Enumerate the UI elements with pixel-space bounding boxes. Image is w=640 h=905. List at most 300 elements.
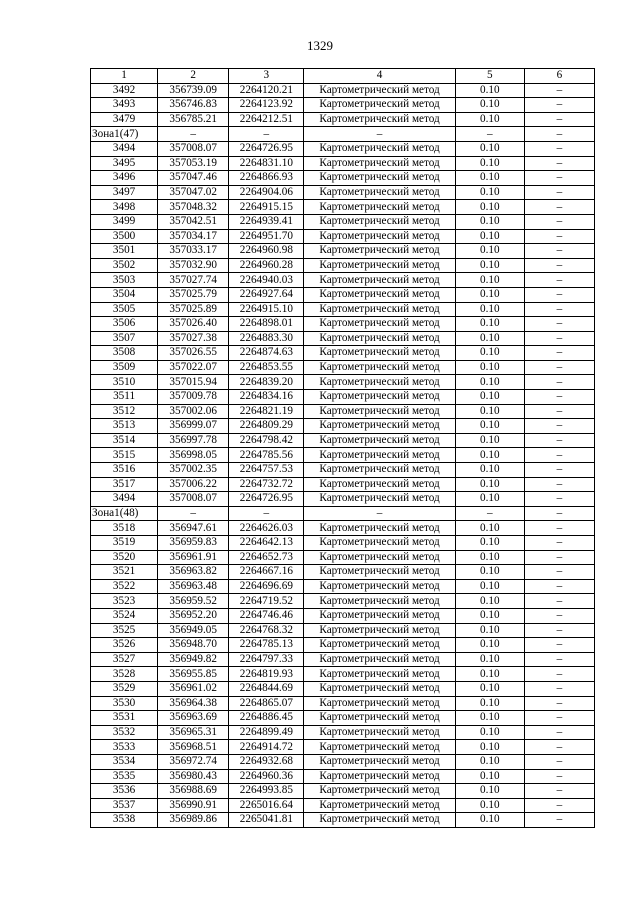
x-coordinate-cell: 357026.55 [158,346,229,361]
x-coordinate-cell: 356988.69 [158,784,229,799]
method-cell: Картометрический метод [304,448,455,463]
table-row [91,798,595,813]
y-coordinate-cell: 2264927.64 [229,287,304,302]
note-cell: – [524,784,594,799]
accuracy-cell: 0.10 [455,112,524,127]
note-cell: – [524,258,594,273]
y-coordinate-cell: 2264960.36 [229,769,304,784]
table-row [91,463,595,478]
column-header: 6 [524,69,594,84]
note-cell: – [524,273,594,288]
note-cell: – [524,244,594,259]
y-coordinate-cell: 2264797.33 [229,652,304,667]
point-number-cell: 3520 [91,550,158,565]
method-cell: Картометрический метод [304,696,455,711]
y-coordinate-cell: 2264785.56 [229,448,304,463]
note-cell: – [524,360,594,375]
note-cell: – [524,229,594,244]
method-cell: Картометрический метод [304,769,455,784]
accuracy-cell: 0.10 [455,725,524,740]
accuracy-cell: 0.10 [455,404,524,419]
y-coordinate-cell: 2264940.03 [229,273,304,288]
method-cell: Картометрический метод [304,346,455,361]
y-coordinate-cell: 2264939.41 [229,214,304,229]
method-cell: Картометрический метод [304,550,455,565]
table-row [91,229,595,244]
x-coordinate-cell: 356961.91 [158,550,229,565]
table-row [91,681,595,696]
accuracy-cell: 0.10 [455,667,524,682]
x-coordinate-cell: 356947.61 [158,521,229,536]
x-coordinate-cell: 357027.74 [158,273,229,288]
note-cell: – [524,565,594,580]
note-cell: – [524,404,594,419]
accuracy-cell: 0.10 [455,579,524,594]
accuracy-cell: 0.10 [455,200,524,215]
y-coordinate-cell: 2264768.32 [229,623,304,638]
point-number-cell: 3506 [91,317,158,332]
method-cell: – [304,127,455,142]
note-cell: – [524,302,594,317]
point-number-cell: 3538 [91,813,158,828]
point-number-cell: 3502 [91,258,158,273]
y-coordinate-cell: 2264746.46 [229,608,304,623]
accuracy-cell: – [455,127,524,142]
point-number-cell: 3535 [91,769,158,784]
x-coordinate-cell: 356980.43 [158,769,229,784]
point-number-cell: 3537 [91,798,158,813]
x-coordinate-cell: 356961.02 [158,681,229,696]
point-number-cell: 3500 [91,229,158,244]
note-cell: – [524,725,594,740]
table-row [91,813,595,828]
x-coordinate-cell: 356959.52 [158,594,229,609]
x-coordinate-cell: 357025.89 [158,302,229,317]
x-coordinate-cell: 357025.79 [158,287,229,302]
point-number-cell: 3492 [91,83,158,98]
x-coordinate-cell: 357048.32 [158,200,229,215]
table-row [91,711,595,726]
method-cell: Картометрический метод [304,623,455,638]
accuracy-cell: 0.10 [455,258,524,273]
table-row [91,287,595,302]
point-number-cell: 3493 [91,98,158,113]
table-row [91,156,595,171]
note-cell: – [524,477,594,492]
point-number-cell: 3508 [91,346,158,361]
accuracy-cell: 0.10 [455,98,524,113]
note-cell: – [524,390,594,405]
method-cell: Картометрический метод [304,98,455,113]
point-number-cell: 3512 [91,404,158,419]
y-coordinate-cell: 2264819.93 [229,667,304,682]
table-row [91,492,595,507]
table-row [91,696,595,711]
point-number-cell: 3526 [91,638,158,653]
method-cell: Картометрический метод [304,112,455,127]
method-cell: Картометрический метод [304,171,455,186]
y-coordinate-cell: 2264785.13 [229,638,304,653]
method-cell: Картометрический метод [304,156,455,171]
table-header-row [91,69,595,84]
coordinates-table [90,68,595,828]
point-number-cell: 3523 [91,594,158,609]
method-cell: Картометрический метод [304,273,455,288]
accuracy-cell: 0.10 [455,448,524,463]
y-coordinate-cell: 2264212.51 [229,112,304,127]
x-coordinate-cell: 357047.46 [158,171,229,186]
point-number-cell: 3522 [91,579,158,594]
accuracy-cell: 0.10 [455,492,524,507]
x-coordinate-cell: 357034.17 [158,229,229,244]
method-cell: Картометрический метод [304,229,455,244]
table-row [91,608,595,623]
table-row [91,521,595,536]
table-row [91,112,595,127]
y-coordinate-cell: 2264719.52 [229,594,304,609]
note-cell: – [524,638,594,653]
table-row [91,375,595,390]
x-coordinate-cell: 357002.06 [158,404,229,419]
table-row [91,273,595,288]
point-number-cell: 3533 [91,740,158,755]
y-coordinate-cell: 2264865.07 [229,696,304,711]
point-number-cell: 3495 [91,156,158,171]
note-cell: – [524,550,594,565]
accuracy-cell: 0.10 [455,229,524,244]
method-cell: Картометрический метод [304,419,455,434]
accuracy-cell: 0.10 [455,565,524,580]
y-coordinate-cell: 2264866.93 [229,171,304,186]
note-cell: – [524,740,594,755]
x-coordinate-cell: 357032.90 [158,258,229,273]
accuracy-cell: 0.10 [455,346,524,361]
table-row [91,448,595,463]
method-cell: Картометрический метод [304,638,455,653]
method-cell: Картометрический метод [304,681,455,696]
accuracy-cell: 0.10 [455,244,524,259]
method-cell: Картометрический метод [304,798,455,813]
x-coordinate-cell: 357022.07 [158,360,229,375]
y-coordinate-cell: 2264839.20 [229,375,304,390]
method-cell: Картометрический метод [304,608,455,623]
method-cell: Картометрический метод [304,331,455,346]
note-cell: – [524,112,594,127]
note-cell: – [524,813,594,828]
accuracy-cell: 0.10 [455,83,524,98]
accuracy-cell: 0.10 [455,608,524,623]
table-row [91,550,595,565]
y-coordinate-cell: 2264993.85 [229,784,304,799]
table-row [91,214,595,229]
y-coordinate-cell: 2264886.45 [229,711,304,726]
point-number-cell: 3479 [91,112,158,127]
table-row [91,725,595,740]
accuracy-cell: 0.10 [455,302,524,317]
point-number-cell: 3496 [91,171,158,186]
x-coordinate-cell: 357053.19 [158,156,229,171]
table-row [91,171,595,186]
y-coordinate-cell: 2264960.28 [229,258,304,273]
accuracy-cell: 0.10 [455,594,524,609]
accuracy-cell: 0.10 [455,769,524,784]
x-coordinate-cell: 357047.02 [158,185,229,200]
table-row [91,740,595,755]
y-coordinate-cell: 2264899.49 [229,725,304,740]
note-cell: – [524,769,594,784]
point-number-cell: 3531 [91,711,158,726]
point-number-cell: 3525 [91,623,158,638]
point-number-cell: 3536 [91,784,158,799]
note-cell: – [524,492,594,507]
zone-header-row [91,506,595,521]
point-number-cell: 3534 [91,754,158,769]
method-cell: Картометрический метод [304,492,455,507]
accuracy-cell: 0.10 [455,287,524,302]
note-cell: – [524,171,594,186]
accuracy-cell: 0.10 [455,740,524,755]
accuracy-cell: – [455,506,524,521]
table-row [91,419,595,434]
point-number-cell: 3511 [91,390,158,405]
y-coordinate-cell: 2264798.42 [229,433,304,448]
x-coordinate-cell: 356972.74 [158,754,229,769]
method-cell: Картометрический метод [304,740,455,755]
y-coordinate-cell: 2264960.98 [229,244,304,259]
x-coordinate-cell: 357026.40 [158,317,229,332]
table-row [91,594,595,609]
table-row [91,652,595,667]
note-cell: – [524,200,594,215]
note-cell: – [524,521,594,536]
method-cell: Картометрический метод [304,579,455,594]
accuracy-cell: 0.10 [455,156,524,171]
point-number-cell: 3494 [91,492,158,507]
y-coordinate-cell: 2264831.10 [229,156,304,171]
point-number-cell: 3510 [91,375,158,390]
y-coordinate-cell: – [229,506,304,521]
table-row [91,317,595,332]
table-row [91,433,595,448]
accuracy-cell: 0.10 [455,390,524,405]
table-row [91,623,595,638]
note-cell: – [524,463,594,478]
method-cell: Картометрический метод [304,141,455,156]
note-cell: – [524,346,594,361]
note-cell: – [524,681,594,696]
accuracy-cell: 0.10 [455,711,524,726]
y-coordinate-cell: 2264874.63 [229,346,304,361]
y-coordinate-cell: 2264883.30 [229,331,304,346]
point-number-cell: 3494 [91,141,158,156]
y-coordinate-cell: 2264123.92 [229,98,304,113]
method-cell: Картометрический метод [304,784,455,799]
method-cell: Картометрический метод [304,463,455,478]
point-number-cell: 3532 [91,725,158,740]
x-coordinate-cell: 357027.38 [158,331,229,346]
table-row [91,141,595,156]
accuracy-cell: 0.10 [455,433,524,448]
y-coordinate-cell: 2264932.68 [229,754,304,769]
table-row [91,331,595,346]
note-cell: – [524,83,594,98]
method-cell: Картометрический метод [304,375,455,390]
method-cell: Картометрический метод [304,725,455,740]
note-cell: – [524,141,594,156]
x-coordinate-cell: 356989.86 [158,813,229,828]
point-number-cell: 3497 [91,185,158,200]
note-cell: – [524,594,594,609]
method-cell: Картометрический метод [304,244,455,259]
point-number-cell: 3529 [91,681,158,696]
y-coordinate-cell: 2264642.13 [229,536,304,551]
method-cell: Картометрический метод [304,390,455,405]
method-cell: Картометрический метод [304,317,455,332]
y-coordinate-cell: 2264809.29 [229,419,304,434]
point-number-cell: 3524 [91,608,158,623]
method-cell: Картометрический метод [304,360,455,375]
note-cell: – [524,798,594,813]
note-cell: – [524,652,594,667]
y-coordinate-cell: 2264821.19 [229,404,304,419]
point-number-cell: 3501 [91,244,158,259]
note-cell: – [524,287,594,302]
y-coordinate-cell: 2264914.72 [229,740,304,755]
note-cell: – [524,623,594,638]
note-cell: – [524,433,594,448]
y-coordinate-cell: – [229,127,304,142]
method-cell: Картометрический метод [304,287,455,302]
accuracy-cell: 0.10 [455,623,524,638]
note-cell: – [524,331,594,346]
x-coordinate-cell: 356963.82 [158,565,229,580]
y-coordinate-cell: 2264915.10 [229,302,304,317]
y-coordinate-cell: 2265016.64 [229,798,304,813]
x-coordinate-cell: 356952.20 [158,608,229,623]
x-coordinate-cell: 356949.05 [158,623,229,638]
y-coordinate-cell: 2264726.95 [229,492,304,507]
y-coordinate-cell: 2264757.53 [229,463,304,478]
x-coordinate-cell: 357015.94 [158,375,229,390]
method-cell: Картометрический метод [304,404,455,419]
note-cell: – [524,711,594,726]
accuracy-cell: 0.10 [455,652,524,667]
table-row [91,667,595,682]
accuracy-cell: 0.10 [455,477,524,492]
accuracy-cell: 0.10 [455,375,524,390]
note-cell: – [524,419,594,434]
table-row [91,784,595,799]
x-coordinate-cell: 357009.78 [158,390,229,405]
x-coordinate-cell: 356746.83 [158,98,229,113]
x-coordinate-cell: 357042.51 [158,214,229,229]
accuracy-cell: 0.10 [455,521,524,536]
note-cell: – [524,579,594,594]
y-coordinate-cell: 2264120.21 [229,83,304,98]
y-coordinate-cell: 2264915.15 [229,200,304,215]
point-number-cell: 3507 [91,331,158,346]
point-number-cell: 3515 [91,448,158,463]
point-number-cell: 3509 [91,360,158,375]
point-number-cell: 3521 [91,565,158,580]
x-coordinate-cell: 356964.38 [158,696,229,711]
accuracy-cell: 0.10 [455,463,524,478]
method-cell: Картометрический метод [304,258,455,273]
table-row [91,754,595,769]
accuracy-cell: 0.10 [455,638,524,653]
accuracy-cell: 0.10 [455,141,524,156]
point-number-cell: 3504 [91,287,158,302]
method-cell: Картометрический метод [304,433,455,448]
column-header: 1 [91,69,158,84]
point-number-cell: 3530 [91,696,158,711]
method-cell: Картометрический метод [304,521,455,536]
zone-label: Зона1(48) [91,506,158,521]
x-coordinate-cell: 356948.70 [158,638,229,653]
column-header: 2 [158,69,229,84]
point-number-cell: 3519 [91,536,158,551]
x-coordinate-cell: 356963.69 [158,711,229,726]
method-cell: Картометрический метод [304,185,455,200]
y-coordinate-cell: 2264898.01 [229,317,304,332]
table-row [91,244,595,259]
x-coordinate-cell: 356968.51 [158,740,229,755]
table-row [91,83,595,98]
x-coordinate-cell: – [158,506,229,521]
accuracy-cell: 0.10 [455,419,524,434]
x-coordinate-cell: – [158,127,229,142]
note-cell: – [524,127,594,142]
method-cell: Картометрический метод [304,754,455,769]
y-coordinate-cell: 2264844.69 [229,681,304,696]
accuracy-cell: 0.10 [455,550,524,565]
x-coordinate-cell: 357033.17 [158,244,229,259]
y-coordinate-cell: 2264732.72 [229,477,304,492]
method-cell: Картометрический метод [304,667,455,682]
accuracy-cell: 0.10 [455,360,524,375]
note-cell: – [524,317,594,332]
y-coordinate-cell: 2265041.81 [229,813,304,828]
x-coordinate-cell: 356998.05 [158,448,229,463]
accuracy-cell: 0.10 [455,696,524,711]
point-number-cell: 3499 [91,214,158,229]
point-number-cell: 3528 [91,667,158,682]
y-coordinate-cell: 2264696.69 [229,579,304,594]
table-row [91,477,595,492]
x-coordinate-cell: 356965.31 [158,725,229,740]
accuracy-cell: 0.10 [455,754,524,769]
table-row [91,536,595,551]
method-cell: Картометрический метод [304,652,455,667]
note-cell: – [524,156,594,171]
x-coordinate-cell: 356997.78 [158,433,229,448]
method-cell: Картометрический метод [304,536,455,551]
note-cell: – [524,696,594,711]
x-coordinate-cell: 357006.22 [158,477,229,492]
point-number-cell: 3498 [91,200,158,215]
point-number-cell: 3518 [91,521,158,536]
x-coordinate-cell: 356959.83 [158,536,229,551]
accuracy-cell: 0.10 [455,798,524,813]
note-cell: – [524,375,594,390]
accuracy-cell: 0.10 [455,273,524,288]
method-cell: Картометрический метод [304,200,455,215]
table-row [91,200,595,215]
y-coordinate-cell: 2264834.16 [229,390,304,405]
note-cell: – [524,448,594,463]
table-row [91,565,595,580]
method-cell: Картометрический метод [304,565,455,580]
